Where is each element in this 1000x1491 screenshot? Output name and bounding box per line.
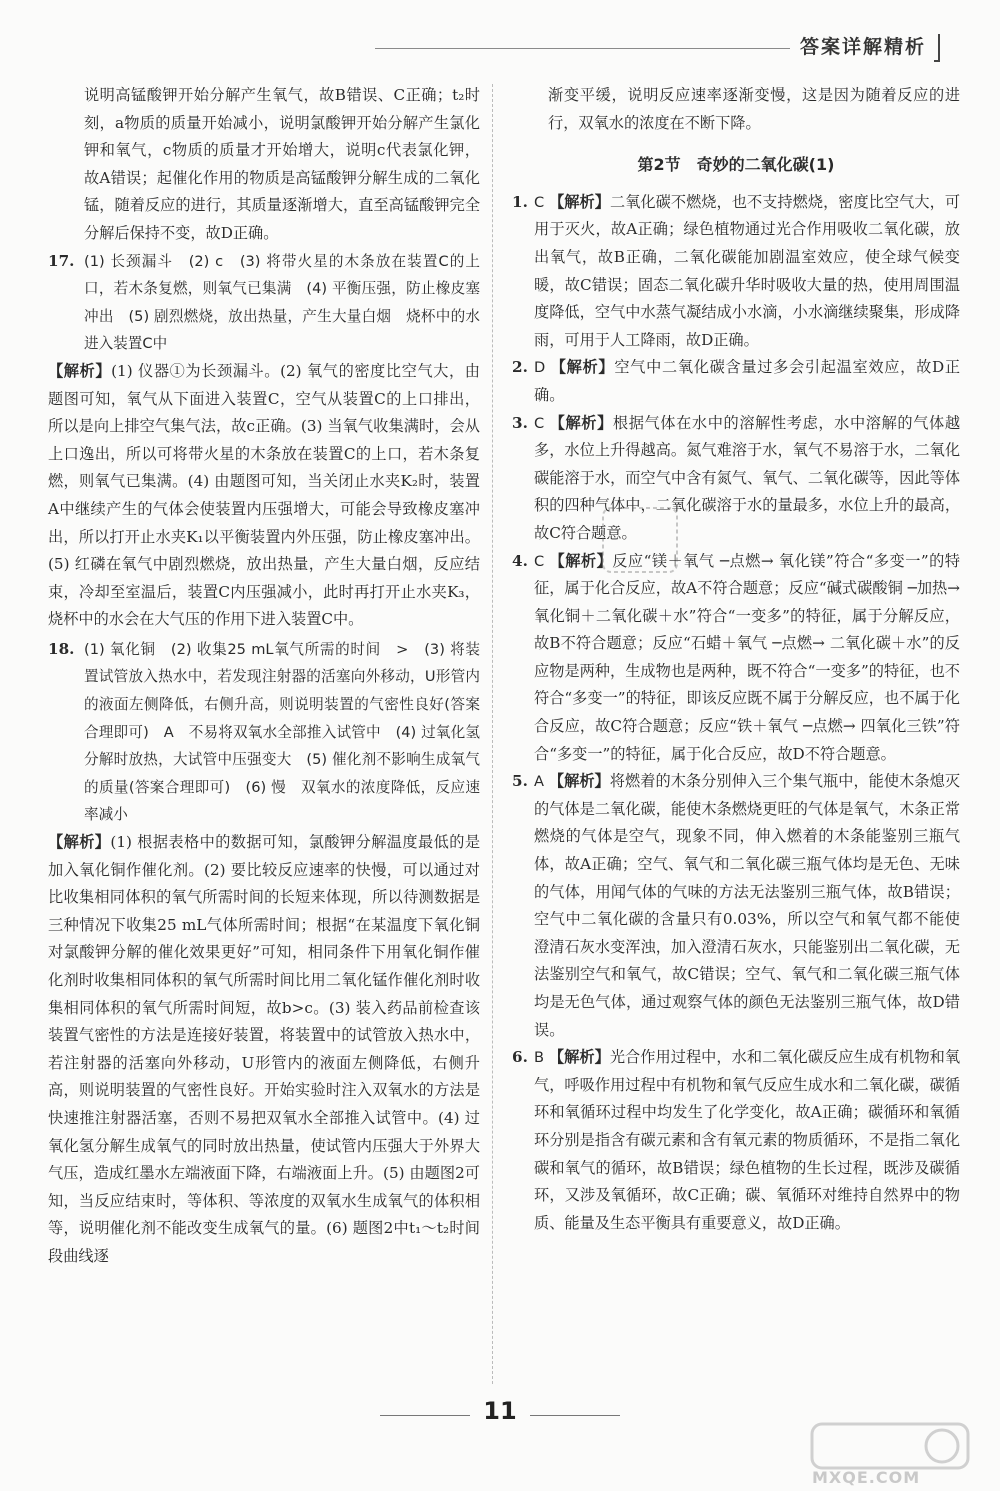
analysis-text: (1) 根据表格中的数据可知，氯酸钾分解温度最低的是加入氧化铜作催化剂。(2) 要比较反应速率的快慢，可以通过对比收集相同体积的氧气所需时间的长短来体现，所以待测数据是三种情况下收集25 mL气体所需时间；根据“在某温度下氧化铜对氯酸钾分解的催化效果更好”可知，相同条件下用氧化铜作催化剂时收集相同体积的氧气所需时间比用二氧化锰作催化剂时收集相同体积的氧气所需时间短，故b>c。(3) 装入药品前检查该装置气密性的方法是连接好装置，将装置中的试管放入热水中，若注射器的活塞向外移动，U形管内的液面左侧降低，右侧升高，则说明装置的气密性良好。开始实验时注入双氧水的方法是快速推注射器活塞，否则不易把双氧水全部推入试管中。(4) 过氧化氢分解生成氧气的同时放出热量，使试管内压强大于外界大气压，造成红墨水左端液面下降，右端液面上升。(5) 由题图2可知，当反应结束时，等体积、等浓度的双氧水生成氧气的体积相等，说明催化剂不能改变生成氧气的量。(6) 题图2中t₁～t₂时间段曲线逐 xyxy=(48,833,481,1265)
analysis-label: 【解析】 xyxy=(48,361,112,380)
question-number: 17. xyxy=(48,251,75,270)
analysis-text: (1) 仪器①为长颈漏斗。(2) 氧气的密度比空气大，由题图可知，氧气从下面进入装置C，空气从装置C的上口排出，所以是向上排空气集气法，故c正确。(3) 当氧气收集满时，会从上口逸出，所以可将带火星的木条放在装置C的上口，若木条复燃，则氧气已集满。(4) 由题图可知，当关闭止水夹K₂时，装置A中继续产生的气体会使装置内压强增大，可能会导致橡皮塞冲出，所以打开止水夹K₁以平衡装置内外压强，防止橡皮塞冲出。(5) 红磷在氧气中剧烈燃烧，放出热量，产生大量白烟，反应结束，冷却至室温后，装置C内压强减小，此时再打开止水夹K₃，烧杯中的水会在大气压的作用下进入装置C中。 xyxy=(48,361,480,629)
analysis-text: 将燃着的木条分别伸入三个集气瓶中，能使木条熄灭的气体是二氧化碳，能使木条燃烧更旺的气体是氧气，木条正常燃烧的气体是空气，现象不同，伸入燃着的木条能鉴别三瓶气体，故A正确；空气、氧气和二氧化碳三瓶气体均是无色、无味的气体，用闻气体的气味的方法无法鉴别三瓶气体，故B错误；空气中二氧化碳的含量只有0.03%，所以空气和氧气都不能使澄清石灰水变浑浊，加入澄清石灰水，只能鉴别出二氧化碳，无法鉴别空气和氧气，故C错误；空气、氧气和二氧化碳三瓶气体均是无色气体，通过观察气体的颜色无法鉴别三瓶气体，故D错误。 xyxy=(534,772,961,1039)
item-answer: A xyxy=(534,773,544,791)
item-answer: C xyxy=(534,414,545,432)
analysis-text: 根据气体在水中的溶解性考虑，水中溶解的气体越多，水位上升得越高。氮气难溶于水，氧气不易溶于水，二氧化碳能溶于水，而空气中含有氮气、氧气、二氧化碳等，因此等体积的四种气体中，二氧化碳溶于水的量最多，水位上升的最高，故C符合题意。 xyxy=(534,413,961,542)
item-answer: D xyxy=(534,359,546,377)
q18-continuation: 渐变平缓，说明反应速率逐渐变慢，这是因为随着反应的进行，双氧水的浓度在不断下降。 xyxy=(548,86,960,132)
analysis-text: 空气中二氧化碳含量过多会引起温室效应，故D正确。 xyxy=(534,358,961,404)
left-column xyxy=(48,82,480,1271)
item-4 xyxy=(512,548,960,769)
section-title: 第2节 奇妙的二氧化碳(1) xyxy=(637,155,835,175)
analysis-label: 【解析】 xyxy=(548,1048,610,1067)
item-number: 6. xyxy=(512,1048,528,1067)
analysis-label: 【解析】 xyxy=(549,413,613,432)
analysis-text: 光合作用过程中，水和二氧化碳反应生成有机物和氧气，呼吸作用过程中有机物和氧气反应生成水和二氧化碳，碳循环和氧循环过程中均发生了化学变化，故A正确；碳循环和氧循环分别是指含有碳元素和含有氧元素的物质循环，不是指二氧化碳和氧气的循环，故B错误；绿色植物的生长过程，既涉及碳循环，又涉及氧循环，故C正确；碳、氧循环对维持自然界中的物质、能量及生态平衡具有重要意义，故D正确。 xyxy=(534,1048,961,1232)
item-answer: C xyxy=(534,552,545,570)
question-18 xyxy=(48,636,480,829)
analysis-18 xyxy=(48,829,480,1271)
item-2 xyxy=(512,354,960,409)
page-number: 11 xyxy=(483,1397,517,1425)
item-number: 5. xyxy=(512,772,528,791)
question-number: 18. xyxy=(48,639,75,658)
item-number: 3. xyxy=(512,413,528,432)
stamp-watermark xyxy=(595,500,685,580)
item-number: 4. xyxy=(512,551,528,570)
question-17 xyxy=(48,248,480,358)
footer-rule-right xyxy=(530,1415,620,1416)
right-column xyxy=(512,82,960,1237)
item-5 xyxy=(512,768,960,1044)
analysis-label: 【解析】 xyxy=(549,192,610,211)
item-6 xyxy=(512,1044,960,1237)
item-3 xyxy=(512,410,960,548)
analysis-label: 【解析】 xyxy=(48,833,111,852)
column-divider xyxy=(492,84,493,1384)
analysis-label: 【解析】 xyxy=(548,772,610,791)
item-answer: B xyxy=(534,1049,545,1067)
analysis-text: 二氧化碳不燃烧，也不支持燃烧，密度比空气大，可用于灭火，故A正确；绿色植物通过光合作用吸收二氧化碳，放出氧气，故B正确，二氧化碳能加剧温室效应，使全球气候变暖，故C错误；固态二氧化碳升华时吸收大量的热，使用周围温度降低，空气中水蒸气凝结成小水滴，小水滴继续聚集，形成降雨，可用于人工降雨，故D正确。 xyxy=(534,192,961,349)
analysis-text: 反应“镁＋氧气 ─点燃→ 氧化镁”符合“多变一”的特征，属于化合反应，故A不符合题意；反应“碱式碳酸铜 ─加热→ 氧化铜＋二氧化碳＋水”符合“一变多”的特征，属于分解反应，故B不符合题意；反应“石蜡＋氧气 ─点燃→ 二氧化碳＋水”的反应物是两种，生成物也是两种，既不符合“一变多”的特征，也不符合“多变一”的特征，即该反应既不属于分解反应，也不属于化合反应，故C符合题意；反应“铁＋氧气 ─点燃→ 四氧化三铁”符合“多变一”的特征，属于化合反应，故D不符合题意。 xyxy=(534,551,960,763)
header-rule xyxy=(375,48,790,49)
header-title: 答案详解精析 xyxy=(799,36,926,58)
item-answer: C xyxy=(534,193,545,211)
watermark-url: MXQE.COM xyxy=(812,1468,921,1487)
header-bracket xyxy=(934,34,940,62)
item-number: 1. xyxy=(512,192,528,211)
item-number: 2. xyxy=(512,358,528,377)
page-header xyxy=(375,28,940,62)
analysis-17 xyxy=(48,358,480,634)
analysis-label: 【解析】 xyxy=(550,358,615,377)
q16-continuation: 说明高锰酸钾开始分解产生氧气，故B错误、C正确；t₂时刻，a物质的质量开始减小，说明氯酸钾开始分解产生氯化钾和氧气，c物质的质量才开始增大，说明c代表氯化钾，故A错误；起催化作用的物质是高锰酸钾分解生成的二氧化锰，随着反应的进行，其质量逐渐增大，直至高锰酸钾完全分解后保持不变，故D正确。 xyxy=(84,86,480,242)
analysis-label: 【解析】 xyxy=(549,551,613,570)
answer-text: (1) 长颈漏斗 (2) c (3) 将带火星的木条放在装置C的上口，若木条复燃，则氧气已集满 (4) 平衡压强，防止橡皮塞冲出 (5) 剧烈燃烧，放出热量，产生大量白烟 烧杯中的水进入装置C中 xyxy=(84,252,480,353)
answer-text: (1) 氧化铜 (2) 收集25 mL氧气所需的时间 > (3) 将装置试管放入热水中，若发现注射器的活塞向外移动，U形管内的液面左侧降低，右侧升高，则说明装置的气密性良好(答案合理即可) A 不易将双氧水全部推入试管中 (4) 过氧化氢分解时放热，大试管中压强变大 (5) 催化剂不影响生成氧气的质量(答案合理即可) (6) 慢 双氧水的浓度降低，反应速率减小 xyxy=(84,640,480,824)
item-1 xyxy=(512,189,960,355)
